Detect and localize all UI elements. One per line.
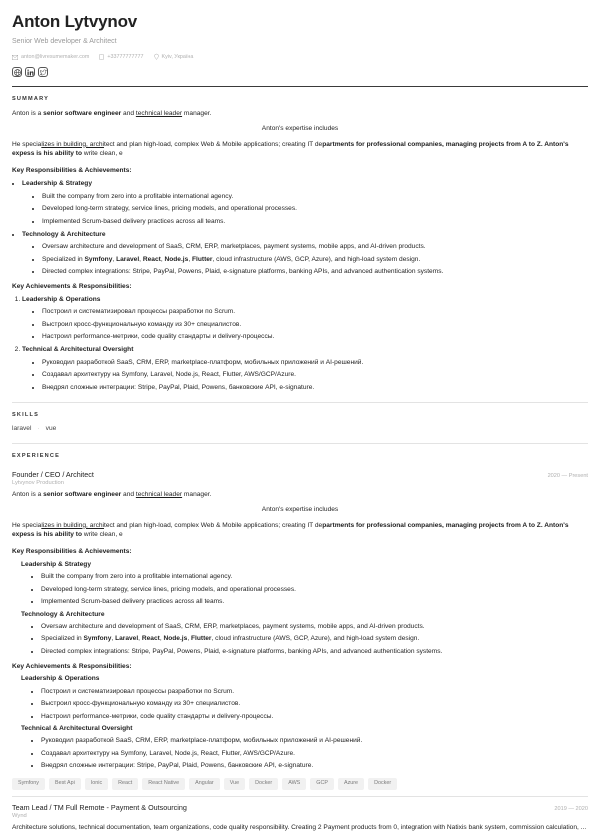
tech-tag: Ionic [85,778,108,789]
achievements-list [22,296,588,393]
list-item: • Настроил performance-метрики, code quality стандарты и delivery-процессы. [41,713,588,722]
section-divider [12,402,588,403]
tech-tags [12,778,588,789]
job-achievements-list [21,675,588,771]
job-dates: 2020 — Present [547,472,588,479]
contact-email[interactable] [12,54,89,61]
job-company: Wynd [12,813,27,820]
group-title: Leadership & Operations [22,295,101,303]
mail-icon [12,55,18,60]
spec-underline: lizes in building, archi [41,140,105,148]
job-header [12,803,588,814]
list-item: • Внедрял сложные интеграции: Stripe, PayPal, Plaid, Powens, банковские API, e-signature. [41,762,588,771]
twitter-icon[interactable] [38,67,48,77]
spec-paragraph [12,141,588,159]
responsibilities-heading: Key Responsibilities & Achievements: [12,167,132,175]
intro-text: manager. [182,109,212,117]
spec-text: He specia [12,140,42,148]
section-divider [12,443,588,444]
list-item: • Built the company from zero into a profitable international agency. [42,193,588,202]
list-item: • Developed long-term strategy, service lines, pricing models, and operational processes. [41,586,588,595]
group-title: Technical & Architectural Oversight [22,346,134,354]
list-item: • Oversaw architecture and development of SaaS, CRM, ERP, marketplaces, payment systems, mobile apps, and AI-driven products. [41,623,588,632]
job-title: Founder / CEO / Architect [12,469,94,479]
list-item: Leadership & Strategy • Built the company from zero into a profitable international agency. • Developed long-term strategy, service lines, pricing models, and operational processes. • Implemented Scrum-based delivery practices across all teams. [21,561,588,607]
intro-text: and [121,109,136,117]
contact-location [154,54,194,61]
list-item: • Specialized in Symfony, Laravel, React, Node.js, Flutter, cloud infrastructure (AWS, GCP, Azure), and high-load system design. [42,256,588,265]
list-item: • Внедрял сложные интеграции: Stripe, PayPal, Plaid, Powens, банковские API, e-signature. [42,384,588,393]
tech-tag: Best Api [49,778,81,789]
list-item: • Создавал архитектуру на Symfony, Laravel, Node.js, React, Flutter, AWS/GCP/Azure. [42,371,588,380]
globe-icon[interactable] [12,67,22,77]
list-item: • Directed complex integrations: Stripe, PayPal, Powens, Plaid, e-signature platforms, banking APIs, and advanced authentication systems. [41,648,588,657]
list-item [22,180,588,226]
tech-tag: Docker [249,778,278,789]
summary-heading: SUMMARY [12,96,50,103]
tech-tag: React [112,778,138,789]
list-item: Leadership & Operations • Построил и систематизировал процессы разработки по Scrum. • Выстроил кросс-функциональную команду из 30+ специалистов. • Настроил performance-метрики, code quality стандарты и delivery-процессы. [21,675,588,721]
list-item: • Построил и систематизировал процессы разработки по Scrum. [41,688,588,697]
group-title: Leadership & Strategy [22,180,92,188]
list-item: • Developed long-term strategy, service lines, pricing models, and operational processes. [42,205,588,214]
phone-icon [99,54,104,60]
social-links [12,67,588,77]
tech-tag: AWS [282,778,306,789]
job-spec-paragraph: He specializes in building, architect and plan high-load, complex Web & Mobile applications; creating IT departments for professional companies, managing projects from A to Z. Anton's expess is his ability to write clean, e [12,521,569,538]
list-item: • Выстроил кросс-функциональную команду из 30+ специалистов. [41,700,588,709]
job-header [12,470,588,481]
list-item: • Руководил разработкой SaaS, CRM, ERP, marketplace-платформ, мобильных приложений и AI-решений. [41,737,588,746]
skills-heading: SKILLS [12,411,40,418]
tech-tag: Azure [338,778,364,789]
tech-tag: Symfony [12,778,45,789]
group-title: Technology & Architecture [22,230,106,238]
contact-row [12,54,588,61]
list-item [22,346,588,392]
job-dates: 2019 — 2020 [554,805,588,812]
tech-tag: Docker [368,778,397,789]
tech-tag: Angular [189,778,220,789]
phone-text: +33777777777 [107,53,144,60]
list-item: • Настроил performance-метрики, code quality стандарты и delivery-процессы. [42,333,588,342]
list-item: • Построил и систематизировал процессы разработки по Scrum. [42,308,588,317]
achievements-heading: Key Achievements & Responsibilities: [12,283,132,290]
job-responsibilities-list [21,561,588,657]
experience-heading: EXPERIENCE [12,453,61,460]
job-description: Architecture solutions, technical documentation, team organizations, code quality responsibility. Creating 2 Payment products from 0, integration with Natixis bank system, commission calculation, ... [12,823,587,831]
job-intro: Anton is a senior software engineer and technical leader manager. [12,490,212,498]
expertise-line: Anton's expertise includes [261,124,339,132]
intro-underline: technical leader [135,109,183,117]
location-text: Kyiv, Україна [161,53,194,60]
list-item: • Directed complex integrations: Stripe, PayPal, Powens, Plaid, e-signature platforms, banking APIs, and advanced authentication systems. [42,268,588,277]
skill-item: laravel [12,425,32,433]
separator-dot: · [37,425,40,433]
linkedin-icon[interactable] [25,67,35,77]
skill-item: vue [45,425,57,433]
intro-bold: senior software engineer [43,109,122,117]
job-expertise-line: Anton's expertise includes [261,505,339,513]
list-item: • Implemented Scrum-based delivery practices across all teams. [41,598,588,607]
job-responsibilities-heading: Key Responsibilities & Achievements: [12,548,132,556]
spec-text: write clean, e [82,149,123,157]
location-pin-icon [154,54,159,60]
candidate-title: Senior Web developer & Architect [12,38,117,46]
spec-bold: partments for professional companies, managing projects from A to Z. Anton's expess is his ability to [12,140,569,157]
intro-text: Anton is a [12,109,44,117]
summary-intro [12,110,588,119]
tech-tag: GCP [310,778,334,789]
list-item: • Oversaw architecture and development of SaaS, CRM, ERP, marketplaces, payment systems, mobile apps, and AI-driven products. [42,243,588,252]
contact-phone[interactable] [99,54,143,61]
list-item: • Built the company from zero into a profitable international agency. [41,573,588,582]
list-item: • Создавал архитектуру на Symfony, Laravel, Node.js, React, Flutter, AWS/GCP/Azure. [41,750,588,759]
list-item [22,296,588,342]
list-item: • Руководил разработкой SaaS, CRM, ERP, marketplace-платформ, мобильных приложений и AI-решений. [42,359,588,368]
spec-text: tect and plan high-load, complex Web & Mobile applications; creating IT de [104,140,323,148]
tech-tag: Vue [224,778,245,789]
skills-list [12,425,588,434]
list-item: Technical & Architectural Oversight • Руководил разработкой SaaS, CRM, ERP, marketplace-платформ, мобильных приложений и AI-решений. • Создавал архитектуру на Symfony, Laravel, Node.js, React, Flutter, AWS/GCP/Azure. • Внедрял сложные интеграции: Stripe, PayPal, Plaid, Powens, банковские API, e-signature. [21,725,588,771]
job-divider [12,796,588,797]
job-title: Team Lead / TM Full Remote - Payment & Outsourcing [12,802,187,812]
tech-tag: React Native [142,778,185,789]
list-item: • Specialized in Symfony, Laravel, React, Node.js, Flutter, cloud infrastructure (AWS, GCP, Azure), and high-load system design. [41,635,588,644]
header-divider [12,86,588,87]
list-item [22,231,588,277]
responsibilities-list [22,180,588,277]
list-item: • Выстроил кросс-функциональную команду из 30+ специалистов. [42,321,588,330]
job-achievements-heading: Key Achievements & Responsibilities: [12,662,132,670]
job-company: Lytvynov Production [12,480,64,487]
list-item: Technology & Architecture • Oversaw architecture and development of SaaS, CRM, ERP, marketplaces, payment systems, mobile apps, and AI-driven products. • Specialized in Symfony, Laravel, React, Node.js, Flutter, cloud infrastructure (AWS, GCP, Azure), and high-load system design. • Directed complex integrations: Stripe, PayPal, Powens, Plaid, e-signature platforms, banking APIs, and advanced authentication systems. [21,611,588,657]
list-item: • Implemented Scrum-based delivery practices across all teams. [42,218,588,227]
email-text: anton@livresumemaker.com [21,53,90,60]
candidate-name: Anton Lytvynov [12,12,138,31]
